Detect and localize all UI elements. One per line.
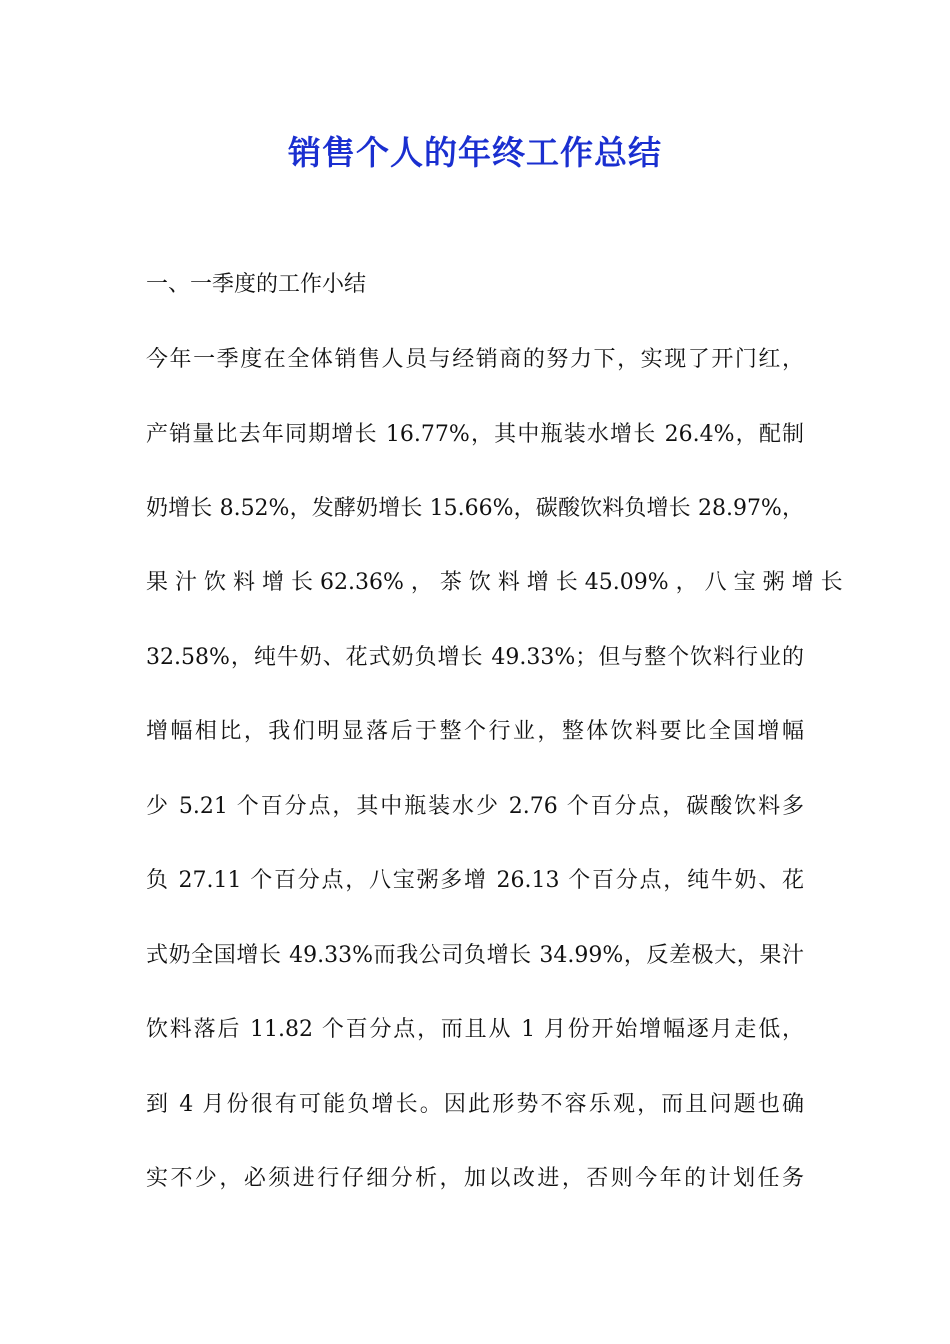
body-line: 增幅相比，我们明显落后于整个行业，整体饮料要比全国增幅 [146,719,804,744]
body-line: 32.58%，纯牛奶、花式奶负增长 49.33%；但与整个饮料行业的 [146,645,804,670]
body-line: 产销量比去年同期增长 16.77%，其中瓶装水增长 26.4%，配制 [146,422,804,447]
body-line: 到 4 月份很有可能负增长。因此形势不容乐观，而且问题也确 [146,1092,804,1117]
body-line: 奶增长 8.52%，发酵奶增长 15.66%，碳酸饮料负增长 28.97%， [146,496,804,521]
body-line: 今年一季度在全体销售人员与经销商的努力下，实现了开门红， [146,347,804,372]
body-line: 少 5.21 个百分点，其中瓶装水少 2.76 个百分点，碳酸饮料多 [146,794,804,819]
body-line: 实不少，必须进行仔细分析，加以改进，否则今年的计划任务 [146,1166,804,1191]
body-line: 负 27.11 个百分点，八宝粥多增 26.13 个百分点，纯牛奶、花 [146,868,804,893]
document-title: 销售个人的年终工作总结 [288,133,662,172]
body-line: 式奶全国增长 49.33%而我公司负增长 34.99%，反差极大，果汁 [146,943,804,968]
body-line: 饮料落后 11.82 个百分点，而且从 1 月份开始增幅逐月走低， [146,1017,804,1042]
section-heading: 一、一季度的工作小结 [146,272,367,297]
body-line: 果 汁 饮 料 增 长 62.36% ， 茶 饮 料 增 长 45.09% ， 八 宝 粥 增 长 [146,570,843,595]
